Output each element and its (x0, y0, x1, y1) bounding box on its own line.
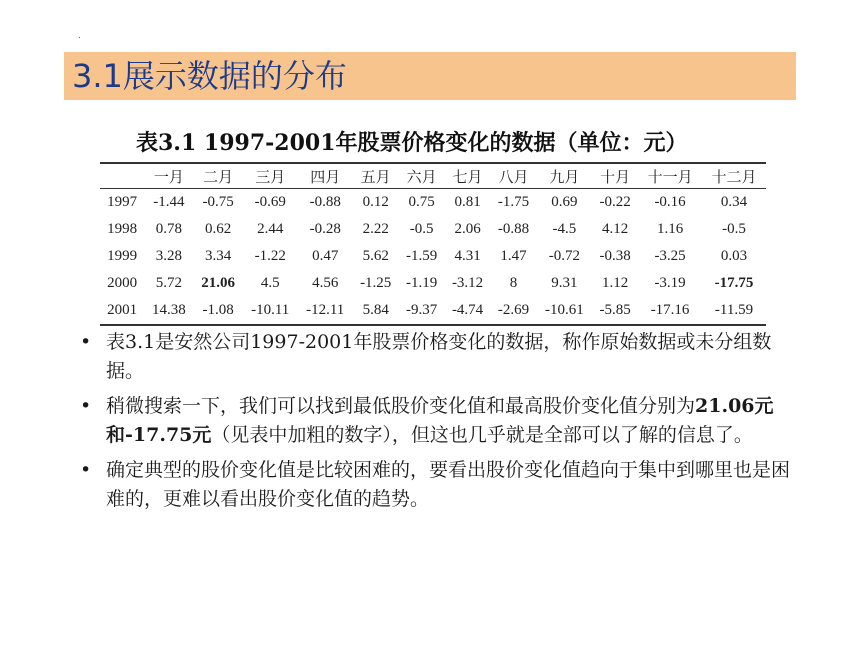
bullet-mark: • (80, 395, 92, 417)
table-cell: 5.62 (362, 248, 389, 264)
column-header: 三月 (243, 163, 298, 189)
table-cell: 1.47 (500, 248, 527, 264)
year-cell: 1998 (107, 221, 138, 237)
year-cell: 1997 (107, 194, 138, 210)
stock-price-table (100, 162, 766, 326)
bullet-bold-text: 21.06元和-17.75元 (106, 395, 774, 446)
column-header: 五月 (353, 163, 399, 189)
bullet-item (80, 392, 800, 450)
table-cell: 9.31 (551, 275, 578, 291)
table-cell: 3.34 (204, 248, 232, 264)
bullet-text: 稍微搜索一下，我们可以找到最低股价变化值和最高股价变化值分别为 (106, 395, 696, 417)
table-cell: -0.22 (599, 194, 631, 210)
table-row (100, 243, 766, 270)
table-cell: -2.69 (491, 297, 537, 325)
table-cell: 14.38 (144, 297, 193, 325)
bullet-mark: • (80, 331, 92, 353)
column-header (100, 163, 144, 189)
table-cell: -1.59 (406, 248, 438, 264)
table-cell: 0.47 (312, 248, 339, 264)
bullet-item (80, 456, 800, 514)
column-header: 十月 (592, 163, 638, 189)
table-cell: 0.69 (551, 194, 578, 210)
bullet-text: （见表中加粗的数字），但这也几乎就是全部可以了解的信息了。 (211, 424, 753, 446)
table-cell: 0.81 (454, 194, 481, 210)
table-cell: -4.74 (445, 297, 491, 325)
table-cell: 0.12 (362, 194, 389, 210)
table-cell: -0.88 (309, 194, 341, 210)
slide-title: 3.1展示数据的分布 (72, 57, 347, 95)
table-cell: 0.34 (720, 194, 748, 210)
column-header: 八月 (491, 163, 537, 189)
column-header: 七月 (445, 163, 491, 189)
table-cell: -9.37 (399, 297, 445, 325)
table-cell: -1.75 (497, 194, 530, 210)
table-cell: 1.12 (602, 275, 629, 291)
column-header: 十一月 (638, 163, 702, 189)
table-cell: -3.19 (654, 275, 686, 291)
column-header: 十二月 (702, 163, 766, 189)
table-cell: -0.16 (654, 194, 686, 210)
table-cell: 8 (509, 275, 518, 291)
table-caption: 表3.1 1997-2001年股票价格变化的数据（单位：元） (136, 130, 688, 156)
table-cell: -11.59 (702, 297, 766, 325)
column-header: 四月 (298, 163, 353, 189)
table-cell: -10.61 (536, 297, 592, 325)
table-cell: 5.72 (155, 275, 183, 291)
table-cell: -5.85 (592, 297, 638, 325)
table-row (100, 297, 766, 325)
table-cell: 2.44 (257, 221, 284, 237)
column-header: 二月 (194, 163, 243, 189)
bullet-list (80, 328, 800, 520)
table-cell: -0.28 (309, 221, 341, 237)
table-cell: -1.44 (153, 194, 185, 210)
bullet-text: 表3.1是安然公司1997-2001年股票价格变化的数据，称作原始数据或未分组数据。 (106, 331, 772, 382)
table-cell: 1.16 (656, 221, 684, 237)
table-cell: 3.28 (155, 248, 183, 264)
slide-dot: . (78, 30, 81, 41)
table-cell: -4.5 (552, 221, 577, 237)
table-cell: 5.84 (353, 297, 399, 325)
table-cell: -3.12 (451, 275, 484, 291)
table-cell: -1.08 (194, 297, 243, 325)
table-cell: -10.11 (243, 297, 298, 325)
table-row (100, 189, 766, 217)
table-cell: -0.88 (497, 221, 530, 237)
table-cell: -0.5 (722, 221, 746, 237)
table-cell: -1.22 (254, 248, 286, 264)
table-cell: 0.62 (204, 221, 232, 237)
table-cell: -0.75 (202, 194, 234, 210)
table-cell: -3.25 (654, 248, 686, 264)
table-cell: 0.75 (408, 194, 435, 210)
max-value-cell: 21.06 (201, 275, 235, 291)
table-cell: -1.19 (406, 275, 438, 291)
column-header: 一月 (144, 163, 193, 189)
table-cell: 0.03 (720, 248, 748, 264)
table-cell: 2.22 (362, 221, 389, 237)
table-cell: -0.69 (254, 194, 286, 210)
table-cell: -17.16 (638, 297, 702, 325)
table-cell: 4.56 (312, 275, 339, 291)
column-header: 六月 (399, 163, 445, 189)
year-cell: 1999 (107, 248, 138, 264)
year-cell: 2000 (107, 275, 138, 291)
column-header: 九月 (536, 163, 592, 189)
table-cell: 0.78 (155, 221, 183, 237)
title-bar (64, 52, 796, 100)
table-header-row (100, 163, 766, 189)
year-cell: 2001 (100, 297, 144, 325)
table-row (100, 216, 766, 243)
table-cell: -12.11 (298, 297, 353, 325)
table-cell: 4.12 (602, 221, 629, 237)
table-row (100, 270, 766, 297)
table-cell: 4.5 (260, 275, 280, 291)
table-cell: -0.72 (548, 248, 580, 264)
table-cell: 2.06 (454, 221, 481, 237)
table-cell: -0.38 (599, 248, 631, 264)
table-cell: 4.31 (454, 248, 481, 264)
table-cell: -0.5 (409, 221, 434, 237)
bullet-item (80, 328, 800, 386)
min-value-cell: -17.75 (714, 275, 754, 291)
bullet-text: 确定典型的股价变化值是比较困难的，要看出股价变化值趋向于集中到哪里也是困难的，更难以看出股价变化值的趋势。 (106, 459, 791, 510)
table-cell: -1.25 (360, 275, 392, 291)
bullet-mark: • (80, 459, 92, 481)
